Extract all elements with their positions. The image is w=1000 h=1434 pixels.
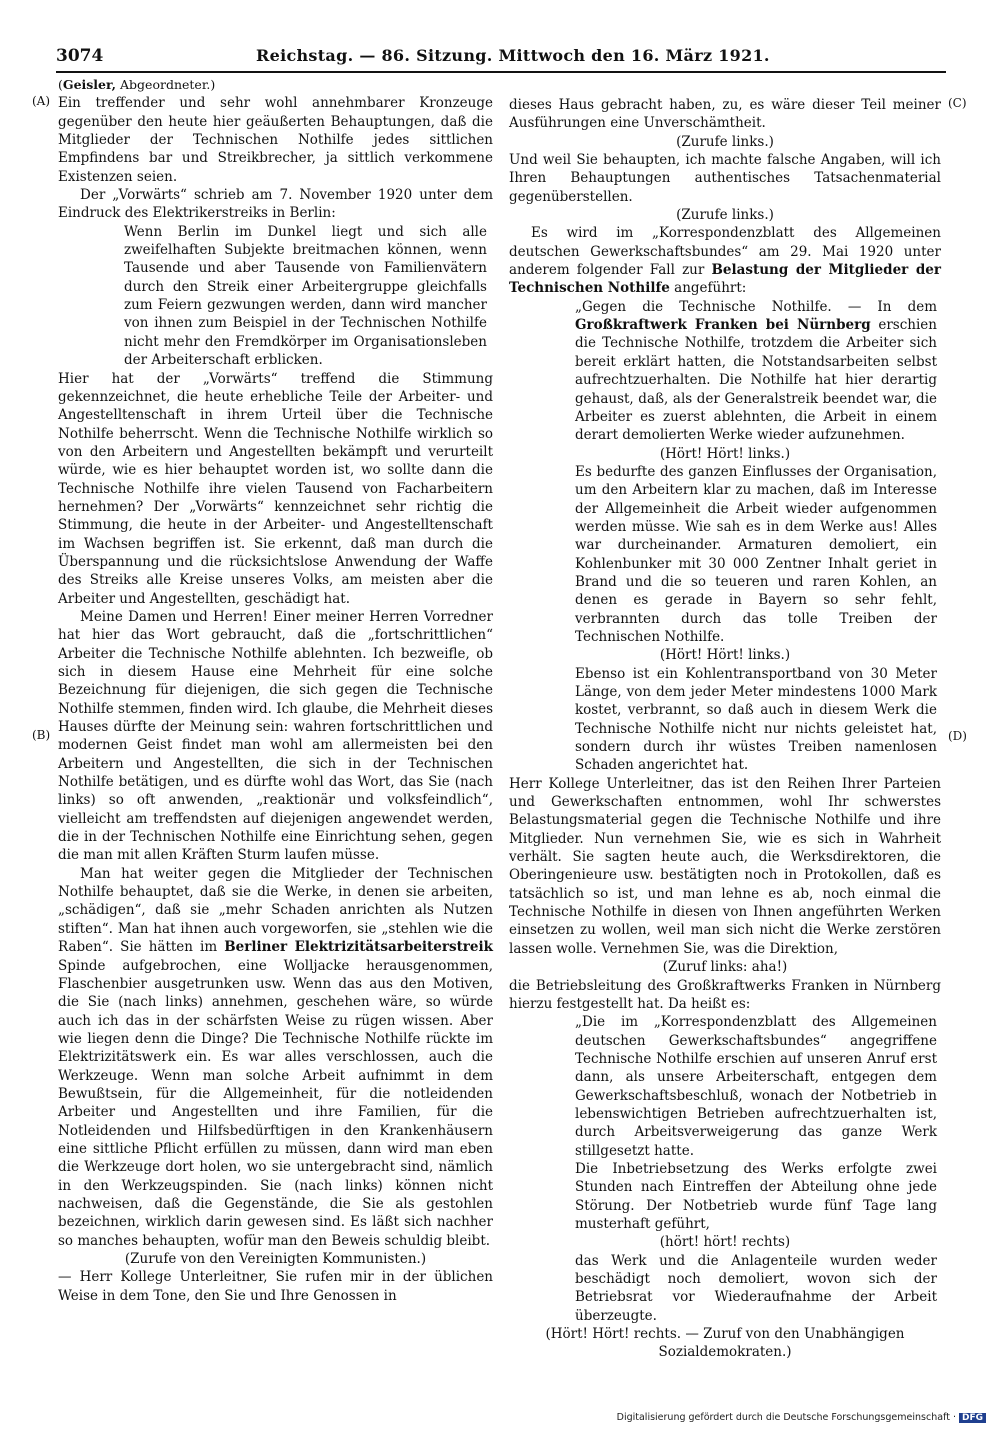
interjection: (Zurufe links.) [676, 207, 774, 224]
paragraph: Herr Kollege Unterleitner, das ist den Reihen Ihrer Parteien und Gewerkschaften entnommen, wohl Ihr schwerstes Belastungsmaterial gegen die Technische Nothilfe und ihre Mitglieder. Nun vernehmen Sie, wie es sich in Wahrheit verhält. Sie sagten heute auch, die Werksdirektoren, die Oberingenieure usw. bestätigten noch in Protokollen, daß es tatsächlich so ist, und man lehne es ab, noch einmal die Technische Nothilfe in diesen von Ihnen angeführten Werken einsetzen zu wollen, weil man sich nicht die Werke zerstören lassen wolle. Vernehmen Sie, was die Direktion, [509, 775, 941, 957]
quotation: Es bedurfte des ganzen Einflusses der Organisation, um den Arbeitern klar zu machen, daß im Interesse der Allgemeinheit die Arbeit wieder aufgenommen werden müsse. Wie sah es in dem Werke aus! Alles war durcheinander. Armaturen demoliert, ein Kohlenbunker mit 30 000 Zentner Inhalt geriet in Brand und die so teueren und raren Kohlen, an denen es gerade in Bayern so sehr fehlt, verbrannten durch das tolle Treiben der Technischen Nothilfe. [575, 463, 937, 645]
emphasis: Berliner Elektrizitätsarbeiterstreik [224, 939, 493, 956]
quotation: Wenn Berlin im Dunkel liegt und sich alle zweifelhaften Subjekte breitmachen können, wenn Tausende und aber Tausende von Familienvätern durch den Streik einer Arbeitergruppe gleichfalls zum Feiern gezwungen werden, dann wird mancher von ihnen zum Beispiel in der Technischen Nothilfe nicht mehr den Fremdkörper im Organisationsleben der Arbeiterschaft erblicken. [124, 223, 487, 369]
quotation: Ebenso ist ein Kohlentransportband von 30 Meter Länge, von dem jeder Meter mindestens 1000 Mark kostet, verbrannt, so daß auch in diesem Werk die Technische Nothilfe nicht nur nichts geleistet hat, sondern durch ihr wüstes Treiben namenlosen Schaden angerichtet hat. [575, 665, 937, 774]
header-rule [56, 71, 946, 73]
paragraph: — Herr Kollege Unterleitner, Sie rufen mir in der üblichen Weise in dem Tone, den Sie und Ihre Genossen in [58, 1269, 493, 1304]
text-run: Spinde aufgebrochen, eine Wolljacke herausgenommen, Flaschenbier ausgetrunken usw. Wenn das aus den Motiven, die Sie (nach links) annehmen, geschehen wäre, so würde auch ich das in der schärfsten Weise zu rügen wissen. Aber wie liegen denn die Dinge? Die Technische Nothilfe rückte im Elektrizitätswerk ein. Es war alles verschlossen, auch die Werkzeuge. Wenn man solche Arbeit aufnimmt in dem Bewußtsein, für die Allgemeinheit, für die notleidenden Arbeiter und Angestellten und ihre Familien, für die Notleidenden und Hilfsbedürftigen in den Krankenhäusern eine sittliche Pflicht erfüllen zu müssen, dann wird man eben die Werkzeuge dort holen, wo sie untergebracht sind, nämlich in den Werkzeugspinden. Sie (nach links) können nicht nachweisen, daß die Gegenstände, die Sie als gestohlen bezeichnen, wirklich darin gewesen sind. Es läßt sich nachher so manches behaupten, wofür man den Beweis schuldig bleibt. [58, 957, 493, 1249]
margin-marker-a: (A) [32, 94, 51, 108]
footer-text: Digitalisierung gefördert durch die Deutsche Forschungsgemeinschaft · [616, 1412, 956, 1423]
footer-credit [617, 1412, 986, 1423]
emphasis: Großkraftwerk Franken bei Nürnberg [575, 317, 871, 334]
emphasis: Belastung der Mitglieder der Technischen Nothilfe [509, 262, 941, 297]
page-header [56, 46, 946, 70]
paragraph: dieses Haus gebracht haben, zu, es wäre dieser Teil meiner Ausführungen eine Unverschämtheit. [509, 97, 941, 132]
paragraph [509, 224, 941, 297]
speaker-role: Abgeordneter.) [120, 77, 216, 92]
text-run: Es wird im „Korrespondenzblatt des Allgemeinen deutschen Gewerkschaftsbundes“ am 29. Mai 1920 unter anderem folgender Fall zur [509, 225, 941, 279]
text-run: angeführt: [674, 280, 747, 297]
quotation: das Werk und die Anlagenteile wurden weder beschädigt noch demoliert, wovon sich der Betriebsrat vor Wiederaufnahme der Arbeit überzeugte. [575, 1252, 937, 1324]
paragraph: Ein treffender und sehr wohl annehmbarer Kronzeuge gegenüber den heute hier geäußerten Behauptungen, daß die Mitglieder der Technischen Nothilfe jedes sittlichen Empfindens bar und Streikbrecher, ja sittlich verkommene Existenzen seien. [58, 95, 493, 185]
page-number: 3074 [56, 46, 104, 66]
text-run: Man hat weiter gegen die Mitglieder der Technischen Nothilfe behauptet, daß sie die Werke, in denen sie arbeiten, „schädigen“, daß sie „mehr Schaden anrichten als Nutzen stiften“. Man hat ihnen auch vorgeworfen, sie „stehlen wie die Raben“. Sie hätten im [58, 865, 493, 956]
dfg-logo: DFG [959, 1413, 986, 1423]
paragraph [58, 865, 493, 1250]
paragraph: Und weil Sie behaupten, ich machte falsche Angaben, will ich Ihren Behauptungen authentisches Tatsachenmaterial gegenüberstellen. [509, 152, 941, 205]
speaker-line: (Geisler, Abgeordneter.) [58, 77, 216, 92]
left-column [58, 76, 493, 1305]
paragraph: Meine Damen und Herren! Einer meiner Herren Vorredner hat hier das Wort gebraucht, daß die „fortschrittlichen“ Arbeiter die Technische Nothilfe ablehnten. Ich bezweifle, ob sich in diesem Hause eine Mehrheit für eine solche Bezeichnung für diejenigen, die sich gegen die Technische Nothilfe stemmen, finden wird. Ich glaube, die Mehrheit dieses Hauses dürfte der Meinung sein: wahren fortschrittlichen und modernen Geist findet man wohl am allermeisten bei den Arbeitern und Angestellten, die sich in der Technischen Nothilfe betätigen, und es dürfte wohl das Wort, das Sie (nach links) so oft anwenden, „reaktionär und volksfeindlich“, vielleicht am treffendsten auf diejenigen angewendet werden, die in der Technischen Nothilfe eine Einrichtung sehen, gegen die man mit allen Kräften Sturm laufen müsse. [58, 608, 493, 864]
speaker-name: Geisler, [62, 77, 117, 92]
right-column [509, 96, 941, 1362]
quotation: Die Inbetriebsetzung des Werks erfolgte zwei Stunden nach Eintreffen der Abteilung ohne jede Störung. Der Notbetrieb wurde fünf Tage lang musterhaft geführt, [575, 1160, 937, 1232]
quotation [575, 298, 937, 445]
interjection: (Zuruf links: aha!) [662, 959, 788, 976]
paragraph: die Betriebsleitung des Großkraftwerks Franken in Nürnberg hierzu festgestellt hat. Da heißt es: [509, 977, 941, 1012]
paragraph: Der „Vorwärts“ schrieb am 7. November 1920 unter dem Eindruck des Elektrikerstreiks in Berlin: [58, 187, 493, 222]
interjection: (Hört! Hört! links.) [659, 647, 791, 664]
text-run: „Gegen die Technische Nothilfe. — In dem [575, 298, 937, 315]
margin-marker-c: (C) [948, 96, 967, 110]
interjection: (Zurufe links.) [676, 133, 774, 150]
paragraph: Hier hat der „Vorwärts“ treffend die Stimmung gekennzeichnet, die heute erhebliche Teile der Arbeiter- und Angestelltenschaft in ihrem Urteil über die Technische Nothilfe beherrscht. Wenn die Technische Nothilfe wirklich so von den Arbeitern und Angestellten bekämpft und verurteilt würde, wie es hier behauptet worden ist, wo sollte dann die Technische Nothilfe ihre vielen Tausend von Facharbeitern hernehmen? Der „Vorwärts“ kennzeichnet sehr richtig die Stimmung, die heute in der Arbeiter- und Angestelltenschaft im Wachsen begriffen ist. Sie erkennt, daß man durch die Überspannung und die rücksichtslose Anwendung der Waffe des Streiks alle Kreise unseres Volks, am meisten aber die Arbeiter und Angestellten, geschädigt hat. [58, 370, 493, 607]
interjection: (Hört! Hört! links.) [659, 445, 791, 462]
text-run: erschien die Technische Nothilfe, trotzdem die Arbeiter sich bereit erklärt hatten, die Notstandsarbeiten selbst aufrechtzuerhalten. Die Nothilfe hat hier derartig gehaust, daß, als der Generalstreik beendet war, die Arbeiter es zuerst ablehnten, die Arbeit in einem derart demolierten Werke wieder aufzunehmen. [575, 317, 937, 444]
interjection: (Hört! Hört! rechts. — Zuruf von den Unabhängigen Sozialdemokraten.) [545, 1326, 905, 1361]
interjection: (Zurufe von den Vereinigten Kommunisten.) [124, 1251, 427, 1267]
quotation: „Die im „Korrespondenzblatt des Allgemeinen deutschen Gewerkschaftsbundes“ angegriffene Technische Nothilfe erschien auf unseren Anruf erst dann, als unsere Arbeiterschaft, entgegen dem Gewerkschaftsbeschluß, wonach der Notbetrieb in lebenswichtigen Betrieben aufrechtzuerhalten ist, durch Arbeitsverweigerung das ganze Werk stillgesetzt hatte. [575, 1014, 937, 1159]
margin-marker-b: (B) [32, 728, 51, 742]
margin-marker-d: (D) [948, 729, 967, 743]
running-title: Reichstag. — 86. Sitzung. Mittwoch den 16. März 1921. [256, 46, 770, 65]
interjection: (hört! hört! rechts) [659, 1234, 791, 1251]
